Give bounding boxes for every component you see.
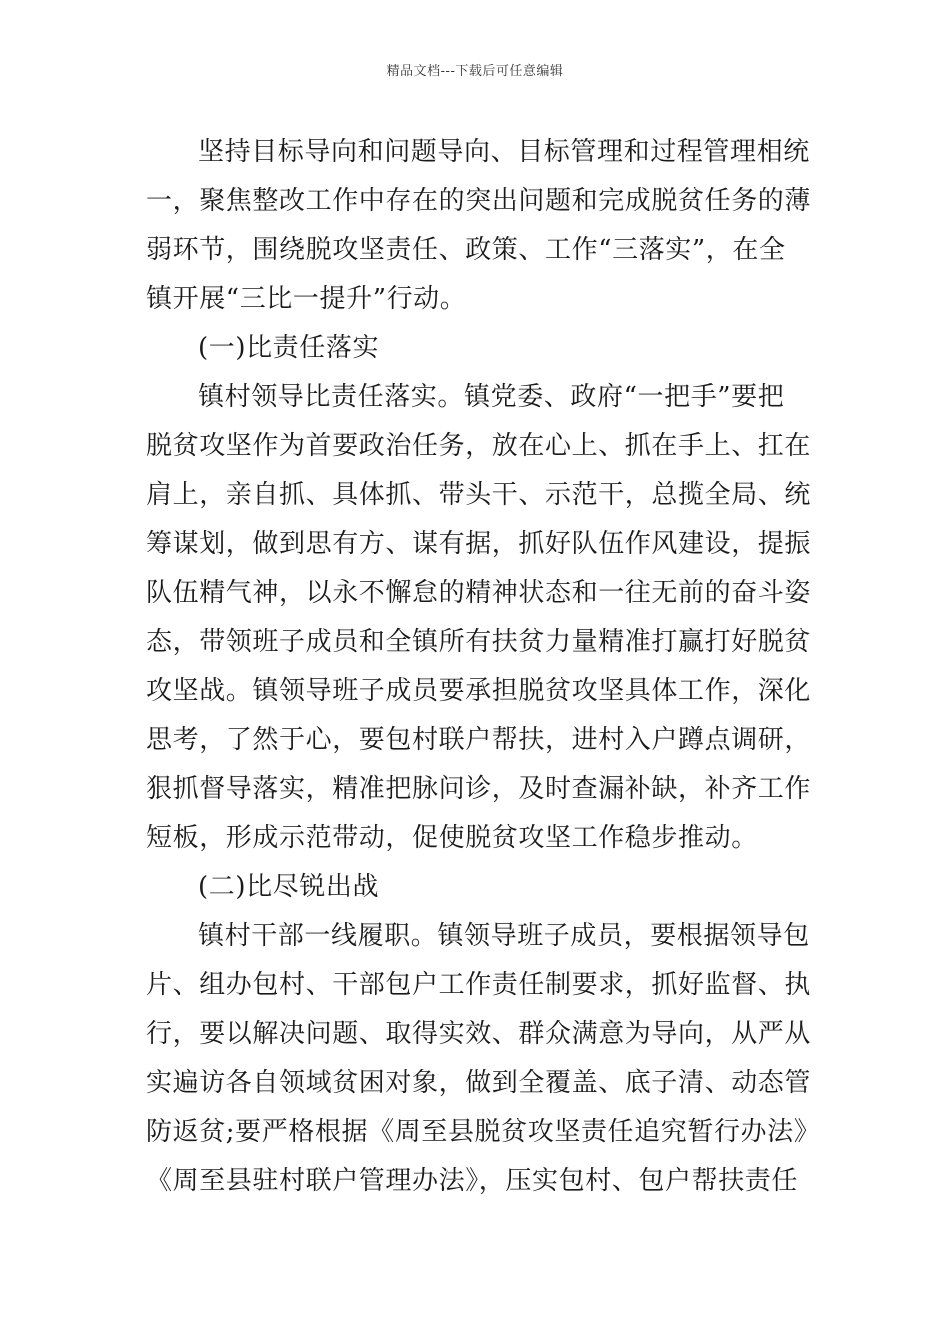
paragraph-line: 坚持目标导向和问题导向、目标管理和过程管理相统: [198, 137, 810, 167]
paragraph-line: 镇村干部一线履职。镇领导班子成员，要根据领导包: [198, 921, 810, 951]
paragraph-line: 思考，了然于心，要包村联户帮扶，进村入户蹲点调研，: [146, 725, 812, 755]
paragraph-frontline: [146, 912, 821, 1206]
paragraph-line: 队伍精气神，以永不懈怠的精神状态和一往无前的奋斗姿: [146, 578, 812, 608]
paragraph-line: 肩上，亲自抓、具体抓、带头干、示范干，总揽全局、统: [146, 480, 812, 510]
paragraph-line: 防返贫;要严格根据《周至县脱贫攻坚责任追究暂行办法》: [146, 1117, 821, 1147]
paragraph-line: 镇村领导比责任落实。镇党委、政府“一把手”要把: [198, 382, 785, 412]
document-body: [146, 128, 821, 1206]
paragraph-line: 态，带领班子成员和全镇所有扶贫力量精准打赢打好脱贫: [146, 627, 812, 657]
paragraph-line: 一，聚焦整改工作中存在的突出问题和完成脱贫任务的薄: [146, 186, 812, 216]
paragraph-line: 攻坚战。镇领导班子成员要承担脱贫攻坚具体工作，深化: [146, 676, 812, 706]
paragraph-line: 弱环节，围绕脱攻坚责任、政策、工作“三落实”，在全: [146, 235, 786, 265]
paragraph-responsibility: [146, 373, 812, 863]
paragraph-line: 脱贫攻坚作为首要政治任务，放在心上、抓在手上、扛在: [146, 431, 812, 461]
paragraph-line: 实遍访各自领域贫困对象，做到全覆盖、底子清、动态管: [146, 1068, 812, 1098]
paragraph-line: 镇开展“三比一提升”行动。: [146, 284, 467, 314]
paragraph-line: 短板，形成示范带动，促使脱贫攻坚工作稳步推动。: [146, 823, 758, 853]
section-heading-1: (一)比责任落实: [198, 333, 380, 363]
paragraph-line: 《周至县驻村联户管理办法》，压实包村、包户帮扶责任: [146, 1166, 799, 1196]
section-heading-2: (二)比尽锐出战: [198, 872, 380, 902]
paragraph-line: 片、组办包村、干部包户工作责任制要求，抓好监督、执: [146, 970, 812, 1000]
header-note: 精品文档---下载后可任意编辑: [386, 64, 564, 79]
paragraph-line: 狠抓督导落实，精准把脉问诊，及时查漏补缺，补齐工作: [146, 774, 812, 804]
paragraph-line: 筹谋划，做到思有方、谋有据，抓好队伍作风建设，提振: [146, 529, 812, 559]
paragraph-intro: [146, 128, 812, 324]
paragraph-line: 行，要以解决问题、取得实效、群众满意为导向，从严从: [146, 1019, 812, 1049]
